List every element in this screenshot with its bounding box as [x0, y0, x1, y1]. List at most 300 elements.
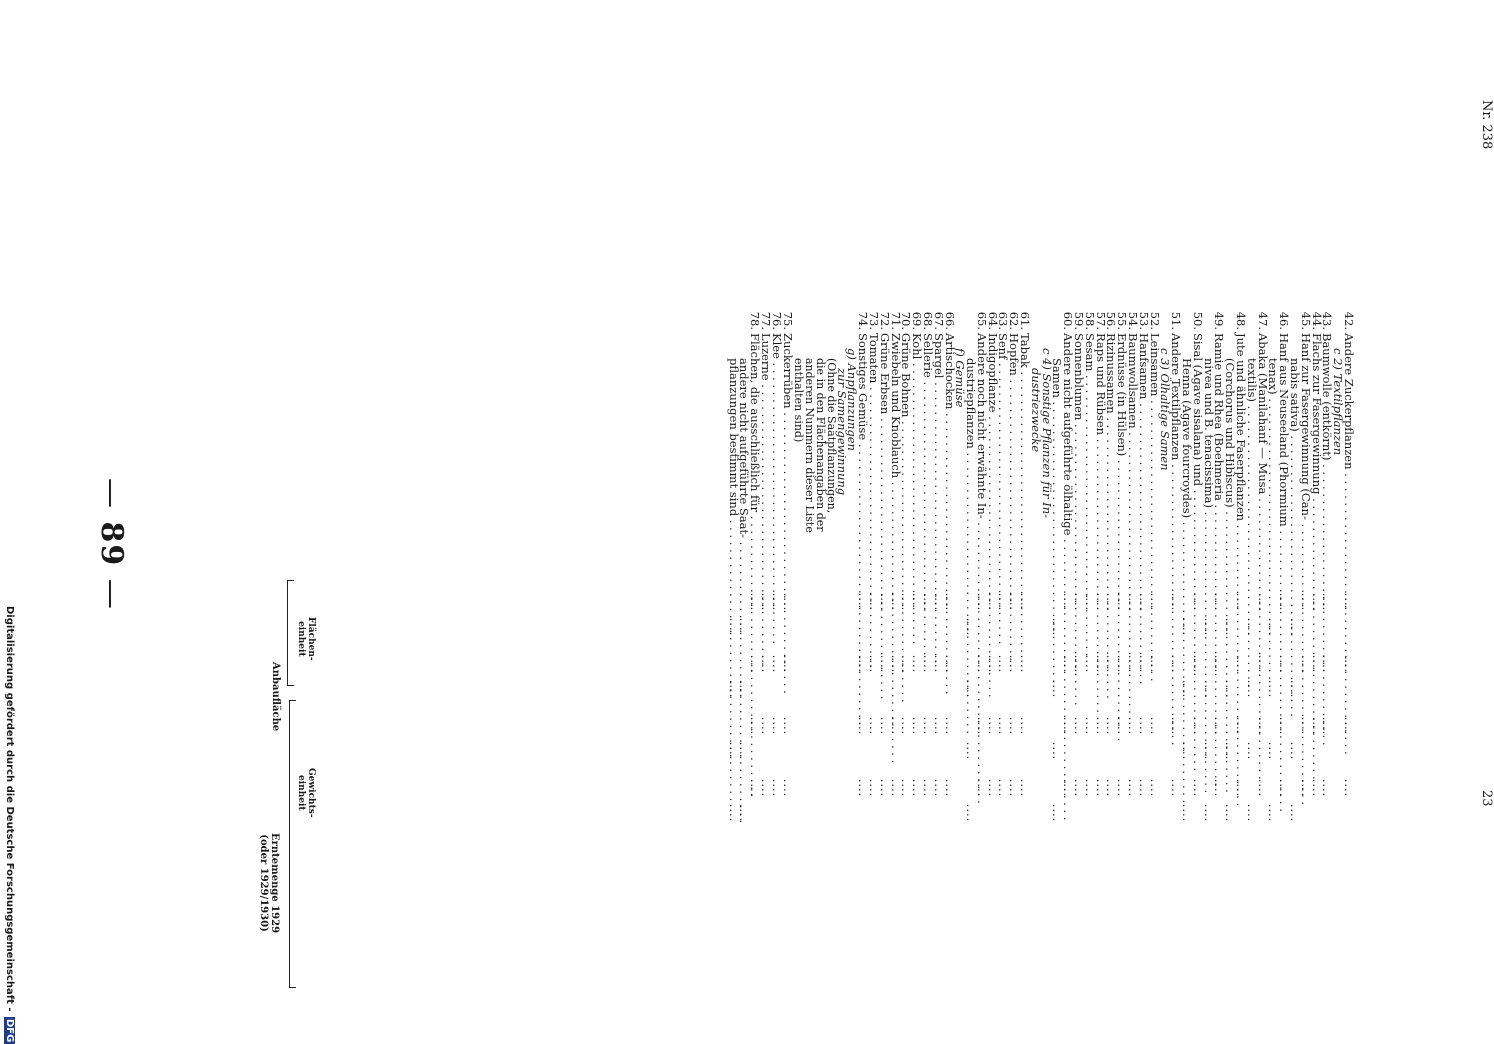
value-placeholder: .... — [866, 592, 881, 612]
note-text: die in den Flächenangaben der — [813, 358, 827, 532]
item-number — [728, 308, 739, 333]
value-placeholder: .... — [1223, 617, 1238, 637]
value-placeholder: .... — [780, 654, 795, 674]
value-placeholder: .... — [1342, 654, 1356, 674]
value-placeholder: .... — [1320, 654, 1335, 674]
item-number: 69. — [910, 311, 925, 330]
value-placeholder: .... — [1018, 716, 1033, 736]
value-placeholder: .... — [1093, 778, 1108, 798]
item-label: Sonnenblumen . . . — [1073, 333, 1084, 571]
item-label: Andere nicht aufgeführte ölhaltige . . . — [1062, 333, 1073, 571]
item-label: Flachs zur Fasergewinnung . . . — [1311, 333, 1322, 571]
value-placeholder: .... — [888, 778, 903, 798]
value-placeholder: .... — [1266, 741, 1281, 761]
value-placeholder: .... — [1082, 716, 1097, 736]
value-placeholder: .... — [1277, 716, 1292, 736]
list-item — [1061, 308, 1076, 844]
item-label: Sonstiges Gemüse . . . — [857, 333, 868, 571]
value-placeholder: .... — [985, 716, 1000, 736]
value-placeholder: .... — [1072, 716, 1087, 736]
value-placeholder: .... — [1126, 654, 1141, 674]
value-placeholder: .... — [1277, 778, 1292, 798]
value-placeholder: .... — [1147, 592, 1162, 612]
value-placeholder: .... — [726, 741, 741, 761]
item-label: dustriepflanzen . . . — [965, 333, 976, 596]
item-label: Samen . . . — [1052, 333, 1063, 596]
value-placeholder: .... — [910, 716, 925, 736]
item-number: 57. — [1093, 311, 1108, 330]
value-placeholder: .... — [780, 778, 795, 798]
item-number: 45. — [1298, 311, 1313, 330]
value-placeholder: .... — [748, 654, 763, 674]
value-placeholder: .... — [1223, 741, 1238, 761]
item-number — [965, 308, 976, 333]
value-placeholder: .... — [737, 617, 752, 637]
item-label: Rizinussamen . . . — [1106, 333, 1117, 571]
list-item — [1009, 308, 1020, 844]
value-placeholder: .... — [1288, 741, 1303, 761]
value-placeholder: .... — [737, 679, 752, 699]
value-placeholder: .... — [1277, 654, 1292, 674]
value-placeholder: .... — [1115, 716, 1130, 736]
item-label: Indigopflanze . . . — [987, 333, 998, 571]
value-placeholder: .... — [1298, 592, 1313, 612]
item-number: 76. — [769, 311, 784, 330]
note-text: enthalten sind) — [792, 358, 806, 443]
value-placeholder: .... — [1104, 716, 1119, 736]
value-placeholder: .... — [877, 716, 892, 736]
list-item — [1223, 308, 1238, 844]
section-heading: g) Anpflanzungen — [845, 348, 860, 451]
value-placeholder: .... — [1007, 654, 1022, 674]
value-placeholder: .... — [1061, 592, 1076, 612]
value-placeholder: .... — [866, 778, 881, 798]
item-label: Zwiebeln und Knoblauch . . . — [890, 333, 901, 571]
value-placeholder: .... — [974, 654, 989, 674]
header-flaecheneinheit: Flächen- einheit — [296, 617, 316, 661]
item-number: 53. — [1136, 311, 1151, 330]
item-label: Baumwollsamen . . . — [1127, 333, 1138, 571]
value-placeholder: .... — [1201, 803, 1216, 823]
item-label: Hanf aus Neuseeland (Phormium . . . — [1278, 333, 1289, 571]
digitization-note — [3, 606, 15, 1043]
value-placeholder: .... — [877, 592, 892, 612]
item-label: Grüne Bohnen . . . — [901, 333, 912, 571]
value-placeholder: .... — [1212, 654, 1227, 674]
value-placeholder: .... — [1082, 778, 1097, 798]
item-label: Henna (Agave fourcroydes) . . . — [1181, 333, 1192, 596]
item-number: 54. — [1126, 311, 1141, 330]
value-placeholder: .... — [964, 741, 979, 761]
value-placeholder: .... — [1309, 592, 1324, 612]
value-placeholder: .... — [1309, 778, 1324, 798]
value-placeholder: .... — [877, 654, 892, 674]
value-placeholder: .... — [1093, 716, 1108, 736]
crop-list — [728, 308, 1354, 844]
value-placeholder: .... — [1093, 654, 1108, 674]
header-anbauflaeche: Anbaufläche — [270, 662, 281, 732]
item-label: Tabak . . . — [1019, 333, 1030, 571]
item-label: Hanf zur Fasergewinnung (Can- . . . — [1300, 333, 1311, 571]
item-number: 48. — [1234, 311, 1249, 330]
brace-anbau — [287, 580, 294, 686]
item-label: Ramie und Rhea (Boehmeria . . . — [1214, 333, 1225, 571]
item-number — [1052, 308, 1063, 333]
value-placeholder: .... — [920, 654, 935, 674]
item-number: 67. — [931, 311, 946, 330]
item-number — [1224, 308, 1235, 333]
value-placeholder: .... — [942, 592, 957, 612]
item-label: Hopfen . . . — [1009, 333, 1020, 571]
value-placeholder: .... — [726, 803, 741, 823]
value-placeholder: .... — [1298, 654, 1313, 674]
value-placeholder: .... — [1277, 592, 1292, 612]
value-placeholder: .... — [1180, 803, 1195, 823]
item-label: nivea und B. tenacissima) . . . — [1203, 333, 1214, 596]
item-label: (Corchorus und Hibiscus) . . . — [1224, 333, 1235, 596]
page-number: — 89 — — [94, 478, 129, 611]
item-label: Sisal (Agave sisalana) und . . . — [1192, 333, 1203, 571]
section-heading: f) Gemüse — [953, 348, 968, 408]
value-placeholder: .... — [1104, 592, 1119, 612]
value-placeholder: .... — [1190, 654, 1205, 674]
item-number: 73. — [866, 311, 881, 330]
value-placeholder: .... — [931, 778, 946, 798]
value-placeholder: .... — [1201, 679, 1216, 699]
value-placeholder: .... — [1136, 716, 1151, 736]
item-label: Hanfsamen . . . — [1138, 333, 1149, 571]
value-placeholder: .... — [1007, 716, 1022, 736]
value-placeholder: .... — [1234, 716, 1249, 736]
value-placeholder: .... — [1244, 617, 1259, 637]
value-placeholder: .... — [856, 654, 871, 674]
value-placeholder: .... — [758, 716, 773, 736]
dfg-logo: DFG — [4, 1019, 15, 1043]
value-placeholder: .... — [899, 654, 914, 674]
value-placeholder: .... — [1244, 679, 1259, 699]
item-number: 74. — [856, 311, 871, 330]
value-placeholder: .... — [1180, 617, 1195, 637]
item-label: Zuckerrüben . . . — [782, 333, 793, 571]
value-placeholder: .... — [1212, 592, 1227, 612]
value-placeholder: .... — [748, 592, 763, 612]
footer-page: 23 — [1479, 790, 1494, 807]
value-placeholder: .... — [931, 592, 946, 612]
value-placeholder: .... — [910, 778, 925, 798]
item-number: 60. — [1061, 311, 1076, 330]
value-placeholder: .... — [1190, 592, 1205, 612]
item-number: 77. — [758, 311, 773, 330]
digitization-text: Digitalisierung gefördert durch die Deutsche Forschungsgemeinschaft - — [4, 606, 15, 1012]
list-item — [1277, 308, 1292, 844]
value-placeholder: .... — [1288, 679, 1303, 699]
value-placeholder: .... — [1147, 778, 1162, 798]
value-placeholder: .... — [1136, 654, 1151, 674]
value-placeholder: .... — [1201, 741, 1216, 761]
value-placeholder: .... — [1255, 592, 1270, 612]
item-number: 72. — [877, 311, 892, 330]
value-placeholder: .... — [1126, 778, 1141, 798]
list-item — [1115, 308, 1130, 844]
value-placeholder: .... — [1072, 778, 1087, 798]
item-label: andere nicht aufgeführte Saat- . . . — [739, 333, 750, 596]
value-placeholder: .... — [920, 716, 935, 736]
value-placeholder: .... — [726, 679, 741, 699]
item-label: Grüne Erbsen . . . — [879, 333, 890, 571]
item-label: Senf . . . — [998, 333, 1009, 571]
value-placeholder: .... — [780, 592, 795, 612]
value-placeholder: .... — [780, 716, 795, 736]
value-placeholder: .... — [1266, 803, 1281, 823]
value-placeholder: .... — [1180, 679, 1195, 699]
value-placeholder: .... — [888, 592, 903, 612]
value-placeholder: .... — [1050, 679, 1065, 699]
value-placeholder: .... — [1104, 778, 1119, 798]
value-placeholder: .... — [1007, 592, 1022, 612]
list-item — [728, 308, 739, 844]
item-number: 78. — [748, 311, 763, 330]
item-label: Luzerne . . . — [760, 333, 771, 571]
item-number: 55. — [1115, 311, 1130, 330]
value-placeholder: .... — [1061, 716, 1076, 736]
value-placeholder: .... — [1061, 778, 1076, 798]
value-placeholder: .... — [1007, 778, 1022, 798]
value-placeholder: .... — [726, 617, 741, 637]
value-placeholder: .... — [758, 778, 773, 798]
item-label: Baumwolle (entkörnt) . . . — [1322, 333, 1333, 571]
item-label: nabis sativa) . . . — [1289, 333, 1300, 596]
value-placeholder: .... — [964, 803, 979, 823]
value-placeholder: .... — [996, 716, 1011, 736]
value-placeholder: .... — [974, 716, 989, 736]
item-label: Jute und ähnliche Faserpflanzen . . . — [1235, 333, 1246, 571]
value-placeholder: .... — [1298, 778, 1313, 798]
item-number: 52. — [1147, 311, 1162, 330]
item-number: 75. — [780, 311, 795, 330]
section-heading: dustriezwecke — [1028, 368, 1043, 453]
value-placeholder: .... — [758, 592, 773, 612]
item-label: Leinsamen . . . — [1149, 333, 1160, 571]
header-erntemenge: Erntemenge 1929 (oder 1929/1930) — [258, 833, 280, 934]
value-placeholder: .... — [1072, 592, 1087, 612]
value-placeholder: .... — [1223, 679, 1238, 699]
value-placeholder: .... — [737, 803, 752, 823]
value-placeholder: .... — [1190, 716, 1205, 736]
value-placeholder: .... — [748, 716, 763, 736]
header-gewichtseinheit: Gewichts- einheit — [296, 768, 316, 818]
item-number: 44. — [1309, 311, 1324, 330]
value-placeholder: .... — [748, 778, 763, 798]
value-placeholder: .... — [1309, 654, 1324, 674]
item-number: 49. — [1212, 311, 1227, 330]
value-placeholder: .... — [920, 592, 935, 612]
value-placeholder: .... — [1050, 741, 1065, 761]
value-placeholder: .... — [1201, 617, 1216, 637]
value-placeholder: .... — [1244, 741, 1259, 761]
value-placeholder: .... — [942, 778, 957, 798]
value-placeholder: .... — [1234, 778, 1249, 798]
value-placeholder: .... — [974, 592, 989, 612]
item-number: 59. — [1072, 311, 1087, 330]
note-text: (Ohne die Saatpflanzungen, — [824, 358, 838, 514]
item-label: pflanzungen bestimmt sind . . . — [728, 333, 739, 596]
item-label: Andere Zuckerpflanzen . . . — [1343, 333, 1354, 571]
value-placeholder: .... — [769, 654, 784, 674]
value-placeholder: .... — [1115, 592, 1130, 612]
value-placeholder: .... — [964, 679, 979, 699]
item-number: 61. — [1018, 311, 1033, 330]
value-placeholder: .... — [1255, 716, 1270, 736]
value-placeholder: .... — [769, 592, 784, 612]
value-placeholder: .... — [1093, 592, 1108, 612]
value-placeholder: .... — [1169, 716, 1184, 736]
value-placeholder: .... — [1190, 778, 1205, 798]
value-placeholder: .... — [1126, 592, 1141, 612]
item-label: Sellerie . . . — [922, 333, 933, 571]
item-label: Abaka (Manilahanf — Musa . . . — [1257, 333, 1268, 571]
item-number: 62. — [1007, 311, 1022, 330]
item-number: 58. — [1082, 311, 1097, 330]
value-placeholder: .... — [1061, 654, 1076, 674]
item-label: Erdnüsse (in Hülsen) . . . — [1116, 333, 1127, 571]
value-placeholder: .... — [1342, 716, 1356, 736]
value-placeholder: .... — [1115, 654, 1130, 674]
item-label: Andere Textilpflanzen . . . — [1170, 333, 1181, 571]
value-placeholder: .... — [1147, 716, 1162, 736]
value-placeholder: .... — [942, 654, 957, 674]
value-placeholder: .... — [769, 778, 784, 798]
value-placeholder: .... — [931, 716, 946, 736]
value-placeholder: .... — [1136, 778, 1151, 798]
value-placeholder: .... — [1234, 592, 1249, 612]
section-heading: c 4) Sonstige Pflanzen für In- — [1039, 348, 1054, 519]
item-label: Kohl . . . — [911, 333, 922, 571]
value-placeholder: .... — [1180, 741, 1195, 761]
item-label: tenax) . . . — [1268, 333, 1279, 596]
item-label: Flächen, die ausschließlich für . . . — [749, 333, 760, 571]
value-placeholder: .... — [910, 592, 925, 612]
item-number: 65. — [974, 311, 989, 330]
value-placeholder: .... — [856, 592, 871, 612]
item-label: Artischocken . . . — [944, 333, 955, 571]
value-placeholder: .... — [1115, 778, 1130, 798]
value-placeholder: .... — [888, 716, 903, 736]
item-number: 46. — [1277, 311, 1292, 330]
value-placeholder: .... — [985, 654, 1000, 674]
value-placeholder: .... — [1018, 592, 1033, 612]
value-placeholder: .... — [1050, 803, 1065, 823]
value-placeholder: .... — [1255, 654, 1270, 674]
value-placeholder: .... — [1169, 654, 1184, 674]
value-placeholder: .... — [1104, 654, 1119, 674]
value-placeholder: .... — [974, 778, 989, 798]
value-placeholder: .... — [1320, 592, 1335, 612]
value-placeholder: .... — [866, 654, 881, 674]
item-number: 64. — [985, 311, 1000, 330]
value-placeholder: .... — [1266, 679, 1281, 699]
item-number: 71. — [888, 311, 903, 330]
section-heading: c 2) Textilpflanzen — [1331, 348, 1346, 456]
value-placeholder: .... — [856, 716, 871, 736]
value-placeholder: .... — [1320, 716, 1335, 736]
value-placeholder: .... — [985, 592, 1000, 612]
value-placeholder: .... — [1255, 778, 1270, 798]
value-placeholder: .... — [1234, 654, 1249, 674]
value-placeholder: .... — [1342, 592, 1356, 612]
item-label: Sesam . . . — [1084, 333, 1095, 571]
value-placeholder: .... — [931, 654, 946, 674]
list-item — [1169, 308, 1184, 844]
item-number: 47. — [1255, 311, 1270, 330]
value-placeholder: .... — [1018, 654, 1033, 674]
value-placeholder: .... — [1342, 778, 1356, 798]
value-placeholder: .... — [1298, 716, 1313, 736]
value-placeholder: .... — [1082, 654, 1097, 674]
value-placeholder: .... — [899, 716, 914, 736]
value-placeholder: .... — [1169, 778, 1184, 798]
value-placeholder: .... — [1212, 716, 1227, 736]
item-number: 63. — [996, 311, 1011, 330]
item-number: 42. — [1342, 311, 1356, 330]
brace-ernte — [289, 700, 296, 988]
item-label: Klee . . . — [771, 333, 782, 571]
value-placeholder: .... — [1266, 617, 1281, 637]
item-label: Andere noch nicht erwähnte In- . . . — [976, 333, 987, 571]
value-placeholder: .... — [1169, 592, 1184, 612]
note-text: anderen Nummern dieser Liste — [803, 358, 817, 533]
value-placeholder: .... — [1136, 592, 1151, 612]
value-placeholder: .... — [1147, 654, 1162, 674]
value-placeholder: .... — [877, 778, 892, 798]
value-placeholder: .... — [942, 716, 957, 736]
item-label: textilis) . . . — [1246, 333, 1257, 596]
value-placeholder: .... — [1072, 654, 1087, 674]
value-placeholder: .... — [996, 592, 1011, 612]
value-placeholder: .... — [1223, 803, 1238, 823]
value-placeholder: .... — [985, 778, 1000, 798]
value-placeholder: .... — [769, 716, 784, 736]
value-placeholder: .... — [1018, 778, 1033, 798]
value-placeholder: .... — [1244, 803, 1259, 823]
value-placeholder: .... — [866, 716, 881, 736]
value-placeholder: .... — [856, 778, 871, 798]
value-placeholder: .... — [737, 741, 752, 761]
item-number: 56. — [1104, 311, 1119, 330]
item-label: Spargel . . . — [933, 333, 944, 571]
value-placeholder: .... — [1126, 716, 1141, 736]
value-placeholder: .... — [888, 654, 903, 674]
item-number: 68. — [920, 311, 935, 330]
value-placeholder: .... — [920, 778, 935, 798]
section-heading: zur Samengewinnung — [834, 368, 849, 496]
value-placeholder: .... — [964, 617, 979, 637]
item-number: 51. — [1169, 311, 1184, 330]
value-placeholder: .... — [910, 654, 925, 674]
item-number: 43. — [1320, 311, 1335, 330]
value-placeholder: .... — [899, 592, 914, 612]
value-placeholder: .... — [1050, 617, 1065, 637]
footer-number: Nr. 238 — [1479, 100, 1494, 150]
value-placeholder: .... — [1082, 592, 1097, 612]
value-placeholder: .... — [758, 654, 773, 674]
item-label: Raps und Rübsen . . . — [1095, 333, 1106, 571]
item-number: 66. — [942, 311, 957, 330]
value-placeholder: .... — [996, 778, 1011, 798]
value-placeholder: .... — [1288, 617, 1303, 637]
value-placeholder: .... — [1320, 778, 1335, 798]
section-heading: c 3) Ölhaltige Samen — [1158, 348, 1173, 471]
value-placeholder: .... — [1309, 716, 1324, 736]
